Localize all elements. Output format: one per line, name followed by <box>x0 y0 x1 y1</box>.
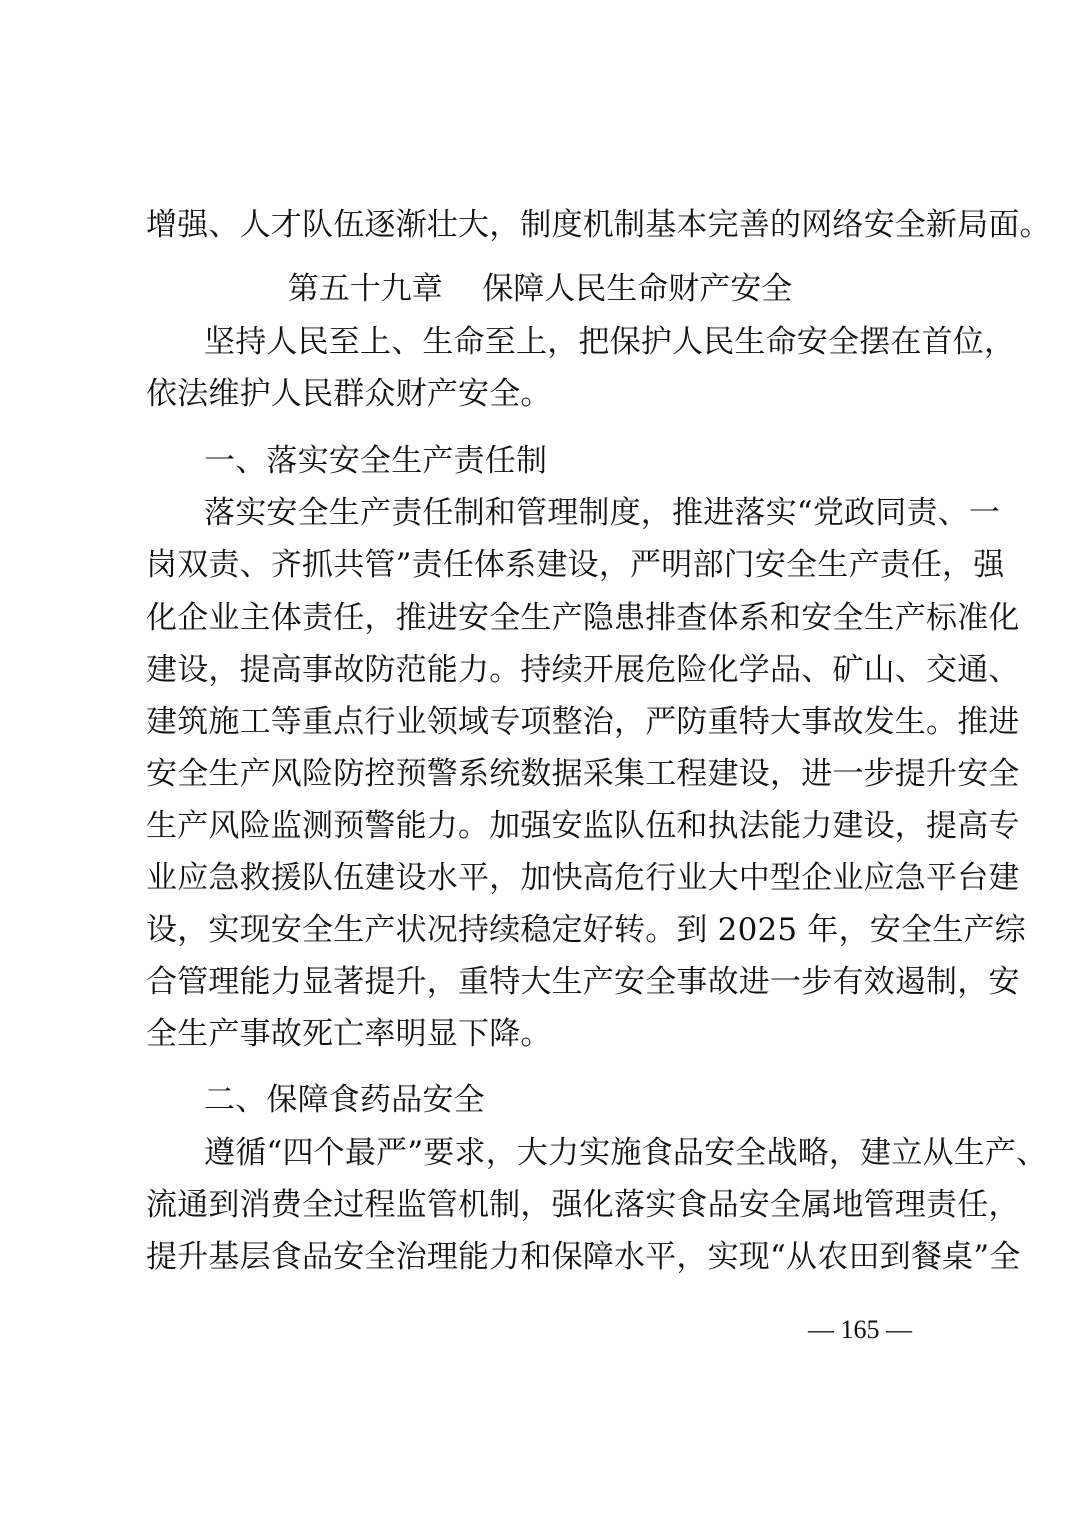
chapter-title: 保障人民生命财产安全 <box>482 271 793 307</box>
section-paragraph-line: 流通到消费全过程监管机制，强化落实食品安全属地管理责任， <box>146 1187 1020 1223</box>
intro-paragraph-line: 坚持人民至上、生命至上，把保护人民生命安全摆在首位， <box>204 324 1016 360</box>
section-paragraph-line: 业应急救援队伍建设水平，加快高危行业大中型企业应急平台建 <box>146 860 1020 896</box>
body-text-line: 增强、人才队伍逐渐壮大，制度机制基本完善的网络安全新局面。 <box>146 207 1051 243</box>
section-paragraph-line: 化企业主体责任，推进安全生产隐患排查体系和安全生产标准化 <box>146 600 1020 636</box>
section-paragraph-line: 遵循“四个最严”要求，大力实施食品安全战略，建立从生产、 <box>204 1135 1048 1171</box>
section-paragraph-line: 落实安全生产责任制和管理制度，推进落实“党政同责、一 <box>204 495 1001 531</box>
chapter-number: 第五十九章 <box>287 271 443 307</box>
section-paragraph-line: 生产风险监测预警能力。加强安监队伍和执法能力建设，提高专 <box>146 808 1020 844</box>
section-paragraph-line: 合管理能力显著提升，重特大生产安全事故进一步有效遏制，安 <box>146 964 1020 1000</box>
page-number: — 165 — <box>808 1315 912 1344</box>
section-paragraph-line: 建设，提高事故防范能力。持续开展危险化学品、矿山、交通、 <box>146 652 1020 688</box>
intro-paragraph-line: 依法维护人民群众财产安全。 <box>146 376 552 412</box>
section-heading: 二、保障食药品安全 <box>204 1082 485 1118</box>
section-paragraph-line: 全生产事故死亡率明显下降。 <box>146 1016 552 1052</box>
section-paragraph-line: 岗双责、齐抓共管”责任体系建设，严明部门安全生产责任，强 <box>146 547 1005 583</box>
chapter-heading <box>0 269 1080 309</box>
section-paragraph-line: 安全生产风险防控预警系统数据采集工程建设，进一步提升安全 <box>146 756 1020 792</box>
section-paragraph-line: 建筑施工等重点行业领域专项整治，严防重特大事故发生。推进 <box>146 704 1020 740</box>
section-heading: 一、落实安全生产责任制 <box>204 443 548 479</box>
section-paragraph-line: 提升基层食品安全治理能力和保障水平，实现“从农田到餐桌”全 <box>146 1239 1021 1275</box>
section-paragraph-line: 设，实现安全生产状况持续稳定好转。到 2025 年，安全生产综 <box>146 912 1026 948</box>
